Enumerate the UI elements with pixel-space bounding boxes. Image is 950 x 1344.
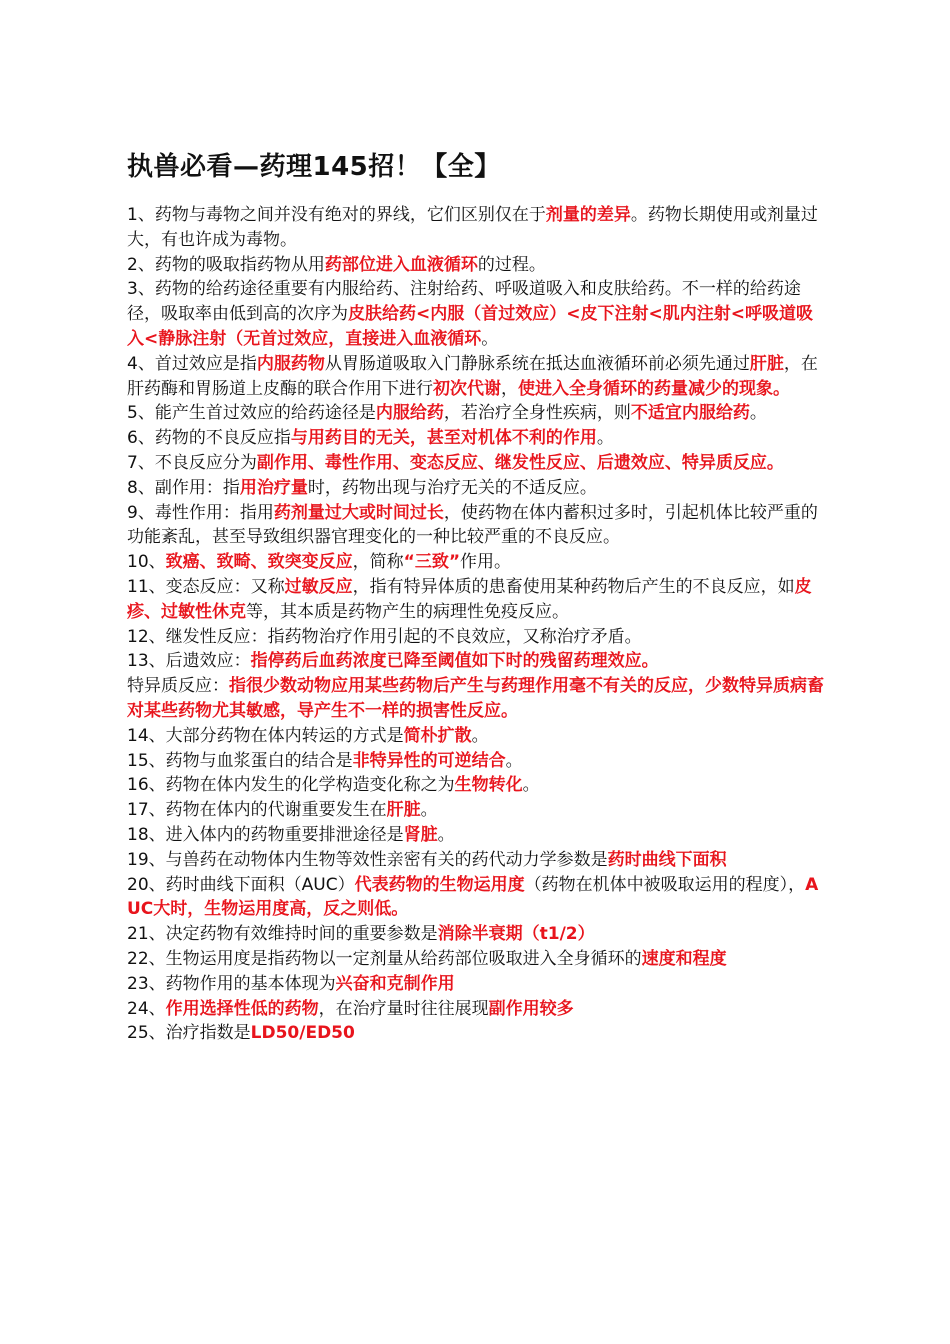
paragraph	[127, 649, 827, 674]
highlight-text: 内服给药	[375, 403, 444, 424]
highlight-text: AUC大时，生物运用度高，反之则低。	[127, 874, 819, 920]
body-text: 6、药物的不良反应指	[127, 428, 291, 449]
paragraph	[127, 277, 827, 351]
highlight-text: 兴奋和克制作用	[335, 973, 455, 994]
body-text: 3、药物的给药途径重要有内服给药、注射给药、呼吸道吸入和皮肤给药。不一样的给药途径，吸取率由低到高的次序为	[127, 279, 801, 325]
highlight-text: LD50/ED50	[250, 1023, 355, 1044]
paragraph	[127, 873, 827, 923]
paragraph	[127, 922, 827, 947]
highlight-text: 不适宜内服给药	[630, 403, 750, 424]
paragraph	[127, 625, 827, 650]
body-text: 20、药时曲线下面积（AUC）	[127, 874, 355, 895]
highlight-text: 剂量的差异	[545, 205, 631, 225]
body-text: 从胃肠道吸取入门静脉系统在抵达血液循环前必须先通过	[324, 353, 750, 374]
highlight-text: 指很少数动物应用某些药物后产生与药理作用毫不有关的反应，少数特异质病畜对某些药物尤其敏感，导产生不一样的损害性反应。	[127, 676, 824, 721]
body-text: 5、能产生首过效应的给药途径是	[127, 403, 376, 424]
body-text: 10、	[127, 552, 166, 573]
paragraph	[127, 674, 827, 724]
highlight-text: 肝脏	[386, 800, 421, 821]
highlight-text: 肾脏	[403, 824, 438, 845]
highlight-text: 皮疹、过敏性休克	[127, 576, 812, 622]
highlight-text: 药剂量过大或时间过长	[273, 502, 444, 523]
highlight-text: 速度和程度	[641, 948, 727, 969]
highlight-text: 致癌、致畸、致突变反应	[165, 552, 353, 573]
paragraph	[127, 401, 827, 426]
body-text: 14、大部分药物在体内转运的方式是	[127, 725, 404, 746]
highlight-text: 代表药物的生物运用度	[354, 874, 525, 895]
paragraph	[127, 823, 827, 848]
body-text: 特异质反应：	[127, 676, 229, 697]
paragraph	[127, 972, 827, 997]
body-text: 的过程。	[477, 254, 546, 275]
body-text: 12、继发性反应：指药物治疗作用引起的不良效应，又称治疗矛盾。	[127, 626, 642, 647]
body-text: 1、药物与毒物之间并没有绝对的界线，它们区别仅在于	[127, 205, 546, 225]
body-text: 。药物长期使用或剂量过大，有也许成为毒物。	[127, 205, 818, 250]
highlight-text: 药部位进入血液循环	[324, 254, 478, 275]
body-text: 2、药物的吸取指药物从用	[127, 254, 325, 275]
highlight-text: “三致”	[403, 552, 460, 573]
paragraph	[127, 451, 827, 476]
body-text: 17、药物在体内的代谢重要发生在	[127, 800, 387, 821]
body-text: 15、药物与血浆蛋白的结合是	[127, 750, 353, 771]
body-text: 22、生物运用度是指药物以一定剂量从给药部位吸取进入全身循环的	[127, 948, 642, 969]
body-text: 13、后遗效应：	[127, 651, 251, 672]
paragraph	[127, 550, 827, 575]
paragraph	[127, 575, 827, 625]
body-text: 时，药物出现与治疗无关的不适反应。	[307, 477, 597, 498]
paragraph	[127, 1021, 827, 1046]
body-text: ，若治疗全身性疾病，则	[443, 403, 631, 424]
highlight-text: 副作用、毒性作用、变态反应、继发性反应、后遗效应、特异质反应。	[256, 452, 784, 473]
body-text: 。	[471, 725, 489, 746]
paragraph	[127, 947, 827, 972]
highlight-text: 指停药后血药浓度已降至阈值如下时的残留药理效应。	[250, 651, 659, 672]
body-text: ，在治疗量时往往展现	[318, 998, 489, 1019]
highlight-text: 过敏反应	[284, 576, 353, 597]
body-text: 7、不良反应分为	[127, 452, 257, 473]
highlight-text: 非特异性的可逆结合	[352, 750, 506, 771]
paragraph	[127, 203, 827, 253]
highlight-text: 用治疗量	[239, 477, 308, 498]
highlight-text: 皮肤给药<内服（首过效应）<皮下注射<肌内注射<呼吸道吸入<静脉注射（无首过效应，直接进入血液循环	[127, 304, 813, 349]
body-text: 18、进入体内的药物重要排泄途径是	[127, 824, 404, 845]
body-text: ，	[501, 378, 518, 399]
body-text: 4、首过效应是指	[127, 353, 257, 374]
paragraph	[127, 749, 827, 774]
paragraph	[127, 724, 827, 749]
body-text: 21、决定药物有效维持时间的重要参数是	[127, 924, 438, 945]
body-text: （药物在机体中被吸取运用的程度），	[524, 874, 806, 895]
paragraph	[127, 426, 827, 451]
highlight-text: 简朴扩散	[403, 725, 472, 746]
paragraph	[127, 501, 827, 551]
paragraph	[127, 253, 827, 278]
highlight-text: 作用选择性低的药物	[165, 998, 319, 1019]
paragraph	[127, 997, 827, 1022]
body-text: 19、与兽药在动物体内生物等效性亲密有关的药代动力学参数是	[127, 849, 608, 870]
body-text: 24、	[127, 998, 166, 1019]
paragraph	[127, 798, 827, 823]
body-text: 作用。	[460, 552, 511, 573]
highlight-text: 消除半衰期（t1/2）	[437, 924, 595, 945]
paragraph	[127, 773, 827, 798]
body-text: 16、药物在体内发生的化学构造变化称之为	[127, 775, 455, 796]
body-text: 9、毒性作用：指用	[127, 502, 274, 523]
paragraph	[127, 476, 827, 501]
highlight-text: 药时曲线下面积	[607, 849, 727, 870]
highlight-text: 与用药目的无关，甚至对机体不利的作用	[290, 428, 597, 449]
body-text: 8、副作用：指	[127, 477, 240, 498]
highlight-text: 肝脏	[749, 353, 784, 374]
body-text: 。	[481, 328, 499, 349]
paragraph	[127, 848, 827, 873]
highlight-text: 副作用较多	[488, 998, 574, 1019]
paragraph	[127, 352, 827, 402]
body-text: 23、药物作用的基本体现为	[127, 973, 336, 994]
document-body	[127, 203, 827, 1046]
highlight-text: 初次代谢	[433, 378, 501, 399]
page-title: 执兽必看—药理145招！【全】	[127, 152, 501, 182]
body-text: 等，其本质是药物产生的病理性免疫反应。	[246, 601, 569, 622]
body-text: 25、治疗指数是	[127, 1023, 251, 1044]
highlight-text: 使进入全身循环的药量减少的现象。	[518, 378, 790, 399]
body-text: 。	[437, 824, 455, 845]
body-text: 。	[505, 750, 523, 771]
highlight-text: 内服药物	[256, 353, 325, 374]
highlight-text: 生物转化	[454, 775, 523, 796]
body-text: 。	[522, 775, 540, 796]
body-text: ，简称	[352, 552, 404, 573]
body-text: ，指有特异体质的患畜使用某种药物后产生的不良反应，如	[352, 576, 795, 597]
body-text: ，使药物在体内蓄积过多时，引起机体比较严重的功能紊乱，甚至导致组织器官理变化的一种比较严重的不良反应。	[127, 502, 818, 548]
body-text: 。	[596, 428, 614, 449]
body-text: ，在肝药酶和胃肠道上皮酶的联合作用下进行	[127, 353, 818, 399]
body-text: 。	[749, 403, 767, 424]
body-text: 。	[420, 800, 438, 821]
body-text: 11、变态反应：又称	[127, 576, 285, 597]
